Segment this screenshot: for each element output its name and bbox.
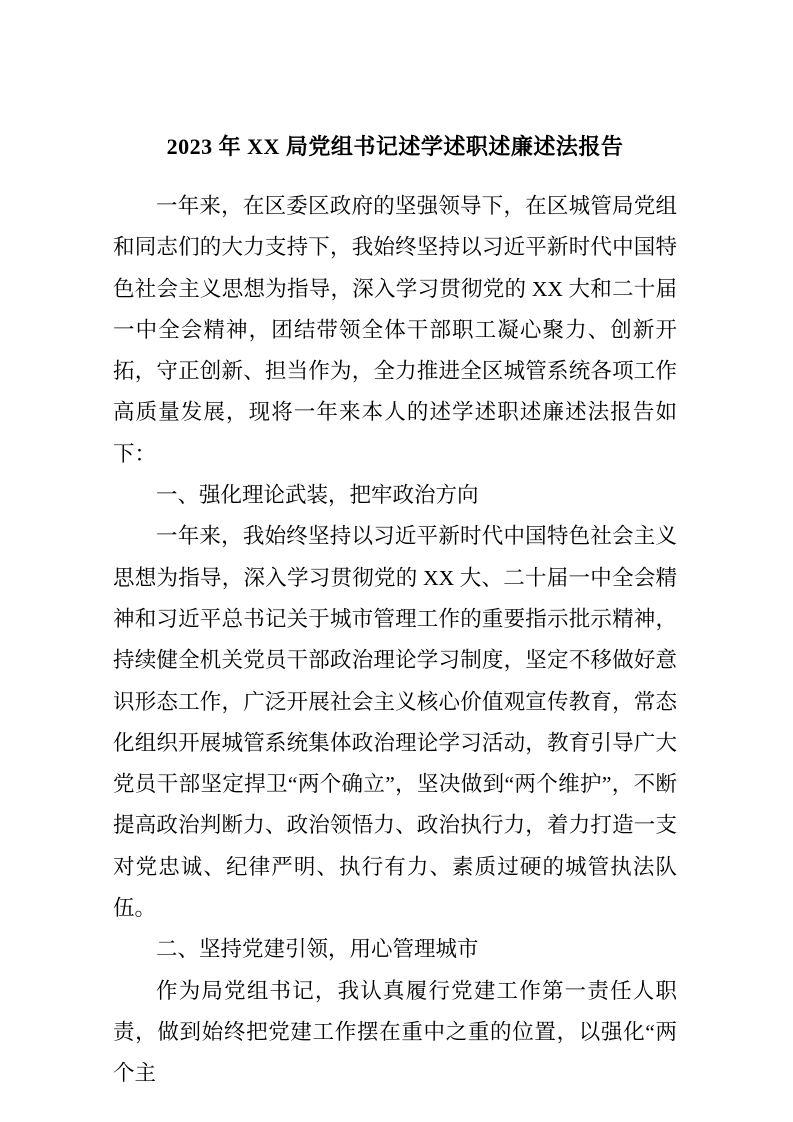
document-title: 2023 年 XX 局党组书记述学述职述廉述法报告 xyxy=(166,134,624,159)
paragraph-intro: 一年来，在区委区政府的坚强领导下，在区城管局党组和同志们的大力支持下，我始终坚持以习近平新时代中国特色社会主义思想为指导，深入学习贯彻党的 XX 大和二十届一中全会精神，团结带领全体干部职工凝心聚力、创新开拓，守正创新、担当作为，全力推进全区城管系统各项工作高质量发展，现将一年来本人的述学述职述廉述法报告如下： xyxy=(113,194,677,466)
section-heading-1: 一、强化理论武装，把牢政治方向 xyxy=(156,483,479,508)
paragraph-section-1: 一年来，我始终坚持以习近平新时代中国特色社会主义思想为指导，深入学习贯彻党的 XX 大、二十届一中全会精神和习近平总书记关于城市管理工作的重要指示批示精神，持续健全机关党员干部政治理论学习制度，坚定不移做好意识形态工作，广泛开展社会主义核心价值观宣传教育，常态化组织开展城管系统集体政治理论学习活动，教育引导广大党员干部坚定捍卫“两个确立”，坚决做到“两个维护”，不断提高政治判断力、政治领悟力、政治执行力，着力打造一支对党忠诚、纪律严明、执行有力、素质过硬的城管执法队伍。 xyxy=(113,524,677,921)
paragraph-section-2: 作为局党组书记，我认真履行党建工作第一责任人职责，做到始终把党建工作摆在重中之重的位置，以强化“两个主 xyxy=(113,978,677,1086)
section-heading-2: 二、坚持党建引领，用心管理城市 xyxy=(156,937,479,962)
document-content xyxy=(113,126,677,1095)
